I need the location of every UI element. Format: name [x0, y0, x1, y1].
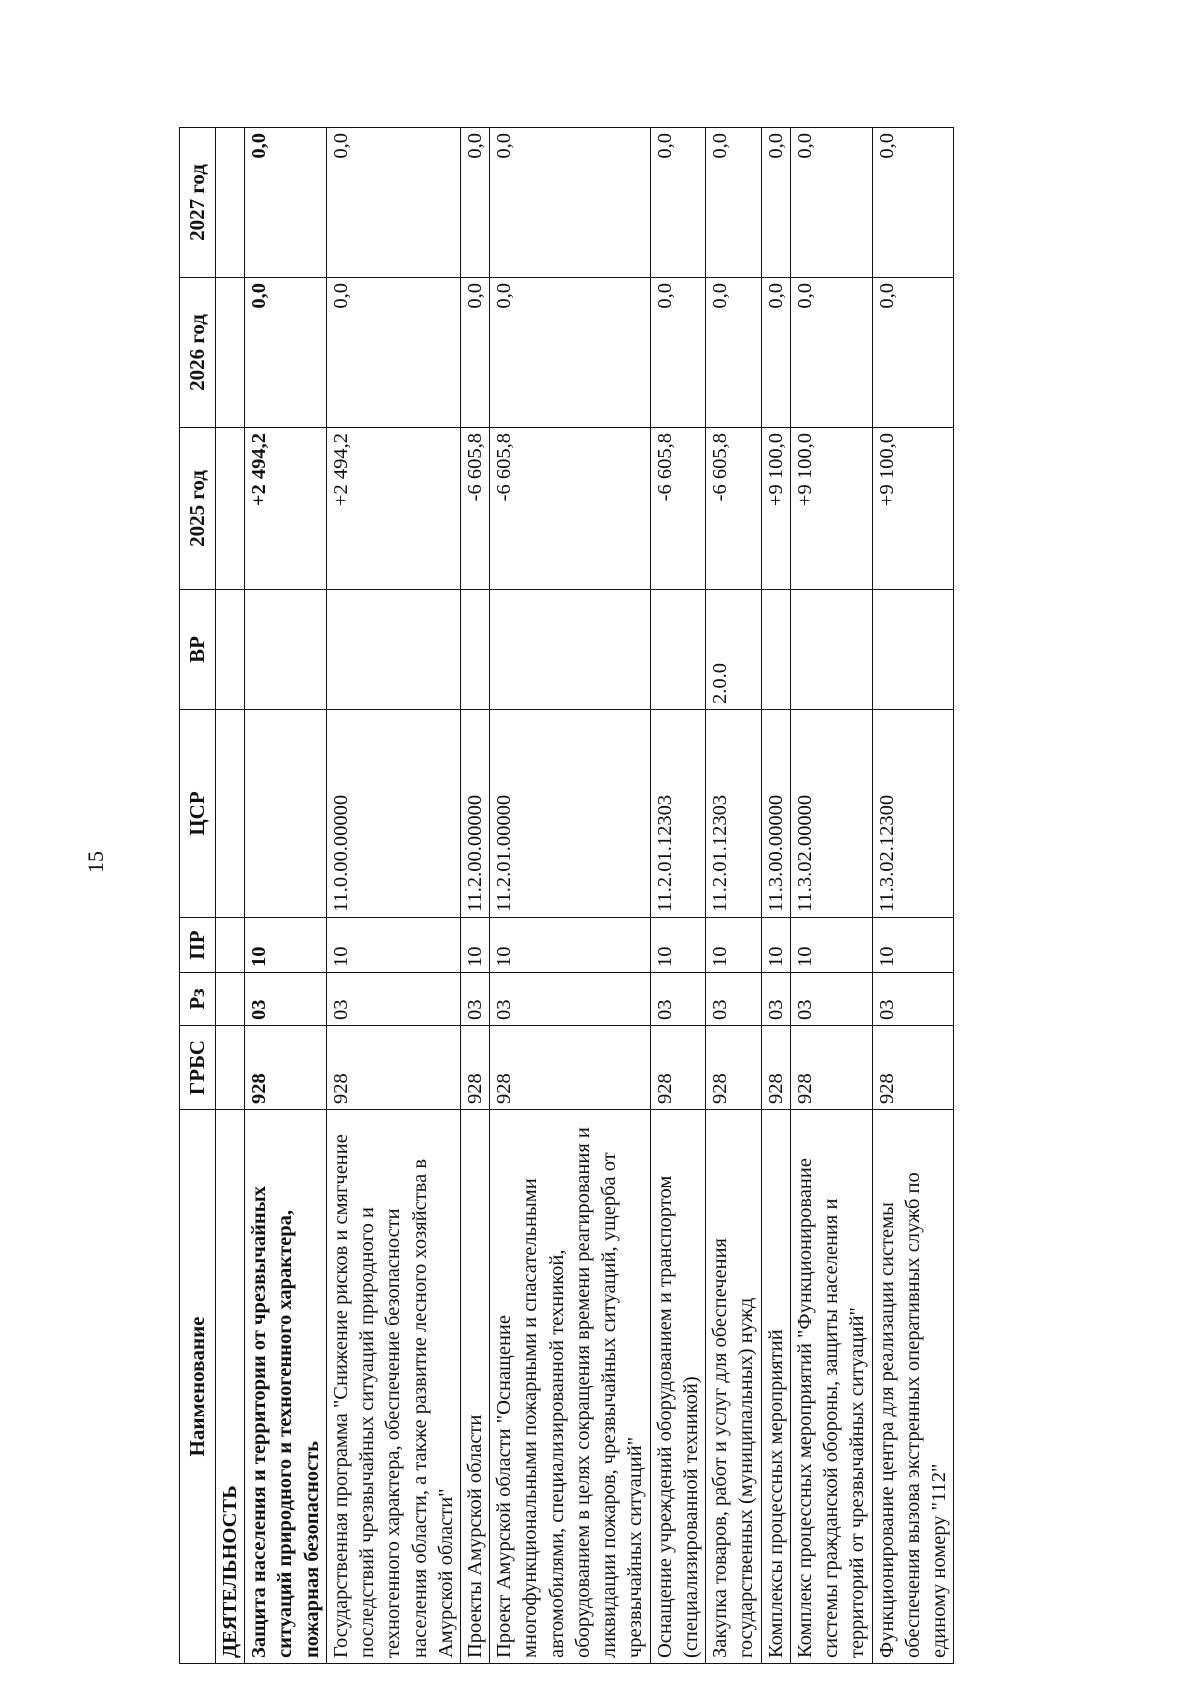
cell-name: Проект Амурской области "Оснащение многофункциональными пожарными и спасательными автомобилями, специализированной техникой, оборудованием в целях сокращения времени реагирования и ликвидации пожаров, чрезвычайных ситуаций, ущерба от чрезвычайных ситуаций" [490, 1110, 650, 1664]
cell-pr: 10 [650, 918, 705, 973]
cell-pr: 10 [245, 918, 327, 973]
cell-2027: 0,0 [490, 128, 650, 278]
cell-2025: +2 494,2 [326, 428, 460, 590]
cell-vr [245, 590, 327, 710]
cell-name: Защита населения и территории от чрезвычайных ситуаций природного и техногенного характера, пожарная безопасность [245, 1110, 327, 1664]
col-header-rz: Рз [180, 973, 216, 1026]
col-header-2025: 2025 год [180, 428, 216, 590]
cell-rz: 03 [872, 973, 954, 1026]
table-row [245, 128, 327, 1664]
cell-2026: 0,0 [706, 278, 761, 428]
cell-csr: 11.2.01.12303 [650, 710, 705, 918]
cell-grbs: 928 [460, 1026, 489, 1110]
cell-csr: 11.2.01.00000 [490, 710, 650, 918]
col-header-grbs: ГРБС [180, 1026, 216, 1110]
cell-vr: 2.0.0 [706, 590, 761, 710]
cell-2027: 0,0 [790, 128, 872, 278]
cell-grbs: 928 [245, 1026, 327, 1110]
cell-name: Проекты Амурской области [460, 1110, 489, 1664]
cell-grbs: 928 [761, 1026, 790, 1110]
cell-pr: 10 [706, 918, 761, 973]
cell-rz: 03 [245, 973, 327, 1026]
cell-2027: 0,0 [872, 128, 954, 278]
cell-rz: 03 [706, 973, 761, 1026]
cell-rz: 03 [790, 973, 872, 1026]
cell-name: Государственная программа "Снижение рисков и смягчение последствий чрезвычайных ситуаций природного и техногенного характера, обеспечение безопасности населения области, а также развитие лесного хозяйства в Амурской области" [326, 1110, 460, 1664]
table-row [706, 128, 761, 1664]
cell-grbs: 928 [790, 1026, 872, 1110]
header-row [180, 128, 216, 1664]
budget-table [179, 127, 954, 1664]
table-row [326, 128, 460, 1664]
cell-vr [460, 590, 489, 710]
cell-csr [215, 710, 244, 918]
table-row [872, 128, 954, 1664]
cell-csr: 11.3.00.00000 [761, 710, 790, 918]
cell-2027: 0,0 [650, 128, 705, 278]
cell-grbs: 928 [872, 1026, 954, 1110]
cell-grbs: 928 [326, 1026, 460, 1110]
cell-pr: 10 [460, 918, 489, 973]
cell-grbs [215, 1026, 244, 1110]
cell-2026: 0,0 [761, 278, 790, 428]
cell-2027: 0,0 [761, 128, 790, 278]
cell-rz [215, 973, 244, 1026]
cell-csr: 11.2.00.00000 [460, 710, 489, 918]
cell-name: Функционирование центра для реализации системы обеспечения вызова экстренных оперативных служб по единому номеру "112" [872, 1110, 954, 1664]
table-row [460, 128, 489, 1664]
cell-2026: 0,0 [650, 278, 705, 428]
cell-name: Оснащение учреждений оборудованием и транспортом (специализированной техникой) [650, 1110, 705, 1664]
col-header-vr: ВР [180, 590, 216, 710]
cell-rz: 03 [326, 973, 460, 1026]
cell-csr: 11.0.00.00000 [326, 710, 460, 918]
cell-2025: -6 605,8 [706, 428, 761, 590]
cell-2027: 0,0 [706, 128, 761, 278]
cell-name: ДЕЯТЕЛЬНОСТЬ [215, 1110, 244, 1664]
cell-2025: -6 605,8 [650, 428, 705, 590]
col-header-2027: 2027 год [180, 128, 216, 278]
cell-vr [761, 590, 790, 710]
cell-csr: 11.3.02.12300 [872, 710, 954, 918]
cell-pr: 10 [490, 918, 650, 973]
cell-rz: 03 [460, 973, 489, 1026]
cell-csr [245, 710, 327, 918]
cell-pr [215, 918, 244, 973]
col-header-pr: ПР [180, 918, 216, 973]
cell-pr: 10 [790, 918, 872, 973]
cell-2026: 0,0 [790, 278, 872, 428]
cell-vr [215, 590, 244, 710]
cell-2026: 0,0 [872, 278, 954, 428]
table-container [179, 128, 1089, 1664]
cell-2025: +9 100,0 [872, 428, 954, 590]
col-header-2026: 2026 год [180, 278, 216, 428]
cell-rz: 03 [490, 973, 650, 1026]
rotated-table-frame [179, 128, 1200, 1658]
cell-2026: 0,0 [245, 278, 327, 428]
cell-name: Комплексы процессных мероприятий [761, 1110, 790, 1664]
cell-2027 [215, 128, 244, 278]
cell-2025: +2 494,2 [245, 428, 327, 590]
cell-2025 [215, 428, 244, 590]
cell-2026 [215, 278, 244, 428]
cell-2027: 0,0 [245, 128, 327, 278]
cell-csr: 11.2.01.12303 [706, 710, 761, 918]
cell-csr: 11.3.02.00000 [790, 710, 872, 918]
cell-2026: 0,0 [326, 278, 460, 428]
cell-2026: 0,0 [460, 278, 489, 428]
cell-2025: +9 100,0 [790, 428, 872, 590]
table-row [215, 128, 244, 1664]
table-row [761, 128, 790, 1664]
cell-grbs: 928 [650, 1026, 705, 1110]
cell-vr [790, 590, 872, 710]
page-number: 15 [83, 851, 108, 873]
cell-rz: 03 [650, 973, 705, 1026]
cell-name: Комплекс процессных мероприятий "Функционирование системы гражданской обороны, защиты населения и территорий от чрезвычайных ситуаций" [790, 1110, 872, 1664]
cell-pr: 10 [761, 918, 790, 973]
col-header-csr: ЦСР [180, 710, 216, 918]
cell-rz: 03 [761, 973, 790, 1026]
col-header-name: Наименование [180, 1110, 216, 1664]
cell-vr [326, 590, 460, 710]
cell-2026: 0,0 [490, 278, 650, 428]
cell-grbs: 928 [490, 1026, 650, 1110]
cell-pr: 10 [872, 918, 954, 973]
cell-2027: 0,0 [460, 128, 489, 278]
cell-2025: -6 605,8 [460, 428, 489, 590]
cell-vr [490, 590, 650, 710]
cell-name: Закупка товаров, работ и услуг для обеспечения государственных (муниципальных) нужд [706, 1110, 761, 1664]
table-row [790, 128, 872, 1664]
cell-2025: -6 605,8 [490, 428, 650, 590]
cell-2027: 0,0 [326, 128, 460, 278]
cell-grbs: 928 [706, 1026, 761, 1110]
cell-2025: +9 100,0 [761, 428, 790, 590]
cell-pr: 10 [326, 918, 460, 973]
table-row [490, 128, 650, 1664]
cell-vr [872, 590, 954, 710]
table-row [650, 128, 705, 1664]
cell-vr [650, 590, 705, 710]
